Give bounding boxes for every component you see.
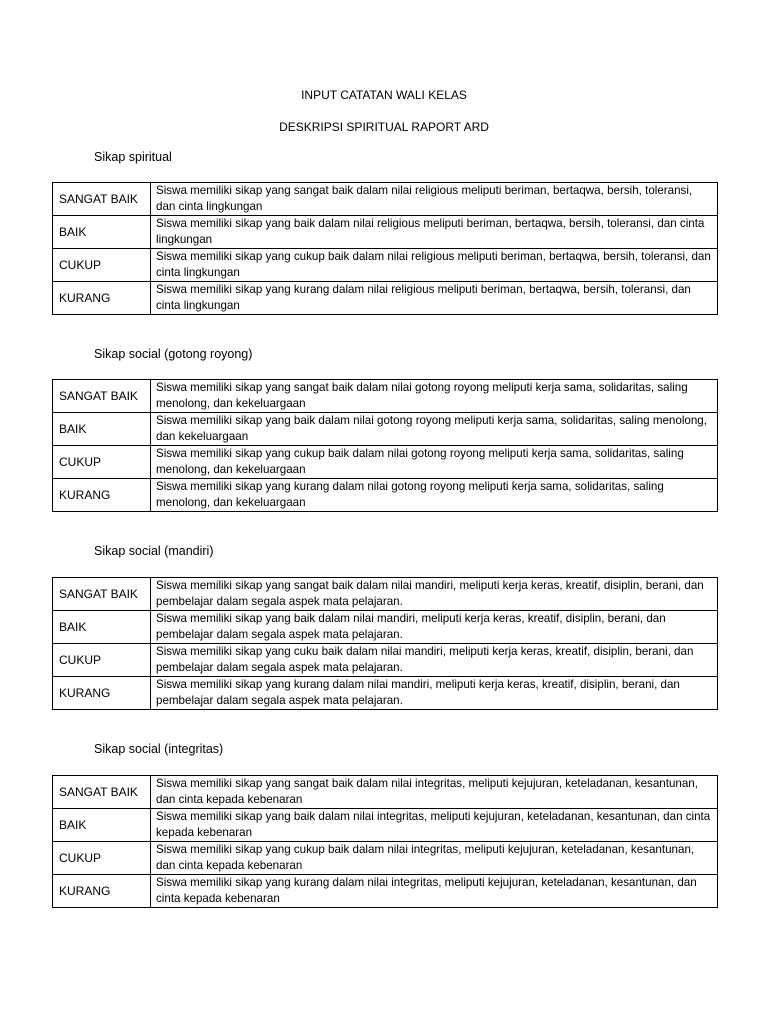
description-cell: Siswa memiliki sikap yang baik dalam nilai integritas, meliputi kejujuran, keteladanan, kesantunan, dan cinta kepada kebenaran bbox=[151, 809, 718, 842]
section-heading-gotong-royong: Sikap social (gotong royong) bbox=[94, 347, 253, 361]
description-cell: Siswa memiliki sikap yang sangat baik dalam nilai religious meliputi beriman, bertaqwa, bersih, toleransi, dan cinta lingkungan bbox=[151, 183, 718, 216]
table-row bbox=[53, 875, 718, 908]
table-row bbox=[53, 183, 718, 216]
table-gotong-royong bbox=[52, 379, 718, 512]
table-row bbox=[53, 282, 718, 315]
description-cell: Siswa memiliki sikap yang baik dalam nilai religious meliputi beriman, bertaqwa, bersih, toleransi, dan cinta lingkungan bbox=[151, 216, 718, 249]
level-cell: KURANG bbox=[53, 282, 151, 315]
level-cell: KURANG bbox=[53, 479, 151, 512]
description-cell: Siswa memiliki sikap yang cukup baik dalam nilai gotong royong meliputi kerja sama, solidaritas, saling menolong, dan kekeluargaan bbox=[151, 446, 718, 479]
table-row bbox=[53, 216, 718, 249]
section-heading-mandiri: Sikap social (mandiri) bbox=[94, 544, 214, 558]
description-cell: Siswa memiliki sikap yang kurang dalam nilai religious meliputi beriman, bertaqwa, bersih, toleransi, dan cinta lingkungan bbox=[151, 282, 718, 315]
level-cell: CUKUP bbox=[53, 644, 151, 677]
level-cell: BAIK bbox=[53, 809, 151, 842]
table-row bbox=[53, 413, 718, 446]
document-title: INPUT CATATAN WALI KELAS bbox=[301, 88, 467, 102]
table-row bbox=[53, 677, 718, 710]
table-row bbox=[53, 611, 718, 644]
description-cell: Siswa memiliki sikap yang baik dalam nilai mandiri, meliputi kerja keras, kreatif, disiplin, berani, dan pembelajar dalam segala aspek mata pelajaran. bbox=[151, 611, 718, 644]
description-cell: Siswa memiliki sikap yang cuku baik dalam nilai mandiri, meliputi kerja keras, kreatif, disiplin, berani, dan pembelajar dalam segala aspek mata pelajaran. bbox=[151, 644, 718, 677]
description-cell: Siswa memiliki sikap yang kurang dalam nilai gotong royong meliputi kerja sama, solidaritas, saling menolong, dan kekeluargaan bbox=[151, 479, 718, 512]
table-row bbox=[53, 578, 718, 611]
level-cell: SANGAT BAIK bbox=[53, 183, 151, 216]
table-row bbox=[53, 809, 718, 842]
level-cell: KURANG bbox=[53, 677, 151, 710]
table-row bbox=[53, 380, 718, 413]
level-cell: SANGAT BAIK bbox=[53, 578, 151, 611]
level-cell: CUKUP bbox=[53, 446, 151, 479]
level-cell: BAIK bbox=[53, 611, 151, 644]
description-cell: Siswa memiliki sikap yang kurang dalam nilai mandiri, meliputi kerja keras, kreatif, disiplin, berani, dan pembelajar dalam segala aspek mata pelajaran. bbox=[151, 677, 718, 710]
description-cell: Siswa memiliki sikap yang sangat baik dalam nilai mandiri, meliputi kerja keras, kreatif, disiplin, berani, dan pembelajar dalam segala aspek mata pelajaran. bbox=[151, 578, 718, 611]
table-row bbox=[53, 776, 718, 809]
table-spiritual bbox=[52, 182, 718, 315]
description-cell: Siswa memiliki sikap yang kurang dalam nilai integritas, meliputi kejujuran, keteladanan, kesantunan, dan cinta kepada kebenaran bbox=[151, 875, 718, 908]
table-row bbox=[53, 249, 718, 282]
description-cell: Siswa memiliki sikap yang cukup baik dalam nilai integritas, meliputi kejujuran, keteladanan, kesantunan, dan cinta kepada kebenaran bbox=[151, 842, 718, 875]
document-subtitle: DESKRIPSI SPIRITUAL RAPORT ARD bbox=[279, 120, 489, 134]
description-cell: Siswa memiliki sikap yang cukup baik dalam nilai religious meliputi beriman, bertaqwa, bersih, toleransi, dan cinta lingkungan bbox=[151, 249, 718, 282]
table-row bbox=[53, 479, 718, 512]
table-row bbox=[53, 446, 718, 479]
level-cell: CUKUP bbox=[53, 842, 151, 875]
table-mandiri bbox=[52, 577, 718, 710]
level-cell: SANGAT BAIK bbox=[53, 776, 151, 809]
table-integritas bbox=[52, 775, 718, 908]
table-row bbox=[53, 842, 718, 875]
level-cell: CUKUP bbox=[53, 249, 151, 282]
level-cell: BAIK bbox=[53, 413, 151, 446]
level-cell: SANGAT BAIK bbox=[53, 380, 151, 413]
description-cell: Siswa memiliki sikap yang sangat baik dalam nilai integritas, meliputi kejujuran, keteladanan, kesantunan, dan cinta kepada kebenaran bbox=[151, 776, 718, 809]
table-row bbox=[53, 644, 718, 677]
description-cell: Siswa memiliki sikap yang baik dalam nilai gotong royong meliputi kerja sama, solidaritas, saling menolong, dan kekeluargaan bbox=[151, 413, 718, 446]
level-cell: KURANG bbox=[53, 875, 151, 908]
section-heading-integritas: Sikap social (integritas) bbox=[94, 742, 224, 756]
description-cell: Siswa memiliki sikap yang sangat baik dalam nilai gotong royong meliputi kerja sama, solidaritas, saling menolong, dan kekeluargaan bbox=[151, 380, 718, 413]
section-heading-spiritual: Sikap spiritual bbox=[94, 150, 172, 164]
level-cell: BAIK bbox=[53, 216, 151, 249]
